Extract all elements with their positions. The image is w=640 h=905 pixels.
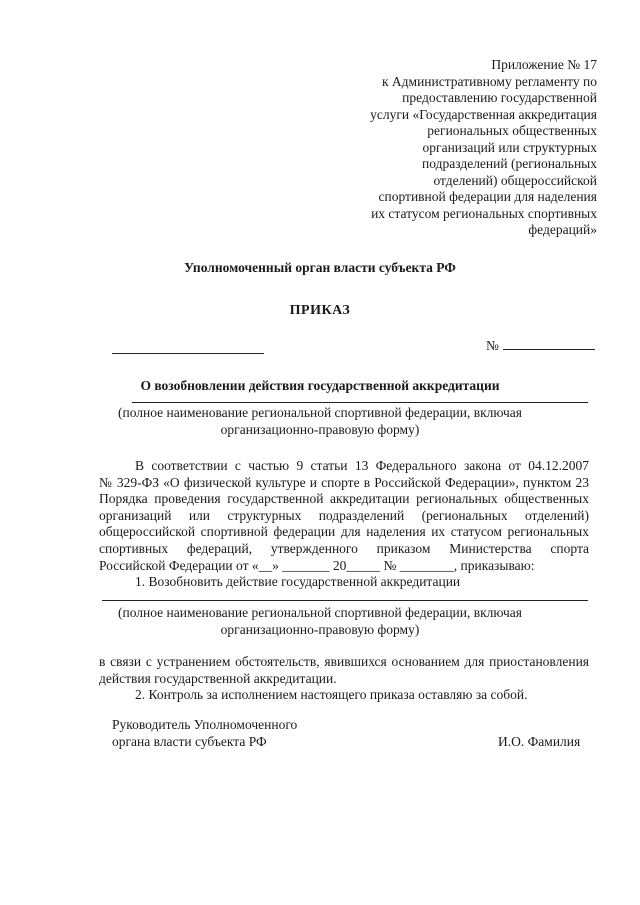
hint-line: организационно-правовую форму) [220,422,420,437]
appendix-line: их статусом региональных спортивных [371,205,597,221]
appendix-line: организаций или структурных [422,139,597,155]
signatory-name: И.О. Фамилия [498,734,581,749]
item-2: 2. Контроль за исполнением настоящего приказа оставляю за собой. [135,687,528,703]
authority-heading: Уполномоченный орган власти субъекта РФ [184,260,456,275]
paragraph-line: № 329-ФЗ «О физической культуре и спорте в Российской Федерации», пунктом 23 [99,474,589,490]
paragraph-line: Порядка проведения государственной аккредитации региональных общественных [99,491,589,507]
number-label: № [486,338,499,353]
federation-name-line-2 [102,600,588,601]
paragraph-line: общероссийской спортивной федерации для наделения их статусом региональных [99,524,589,540]
hint-line: организационно-правовую форму) [220,622,420,637]
appendix-line: спортивной федерации для наделения [378,189,597,204]
hint-line: (полное наименование региональной спортивной федерации, включая [118,605,522,620]
preamble-paragraph [99,458,589,591]
date-blank-line [112,353,264,354]
appendix-line: отделений) общероссийской [433,172,597,188]
appendix-line: предоставлению государственной [402,90,597,105]
resolution-paragraph [99,654,589,704]
paragraph-line: спортивных федераций, утвержденного приказом Министерства спорта [99,540,589,556]
paragraph-line: организаций или структурных подразделений (региональных отделений) [99,507,589,523]
order-number-field [486,337,595,354]
hint-line: (полное наименование региональной спортивной федерации, включая [118,405,522,420]
federation-name-hint [0,404,640,438]
appendix-line: услуги «Государственная аккредитация [370,106,597,122]
item-1: 1. Возобновить действие государственной аккредитации [135,574,461,590]
appendix-line: Приложение № 17 [491,57,597,72]
paragraph-line: В соответствии с частью 9 статьи 13 Федерального закона от 04.12.2007 [135,458,589,473]
paragraph-line: Российской Федерации от «__» _______ 20_____ № ________, приказываю: [99,557,535,573]
appendix-line: федераций» [528,222,597,237]
signatory-title [112,716,297,750]
signatory-line: органа власти субъекта РФ [112,734,267,749]
order-subject: О возобновлении действия государственной аккредитации [140,378,500,393]
paragraph-line: действия государственной аккредитации. [99,670,337,686]
appendix-line: к Административному регламенту по [381,73,597,89]
number-blank-line [503,337,595,350]
appendix-note [297,57,597,239]
paragraph-line: в связи с устранением обстоятельств, явившихся основанием для приостановления [99,654,589,669]
order-title: ПРИКАЗ [289,303,351,318]
federation-name-hint-2 [0,604,640,638]
signatory-line: Руководитель Уполномоченного [112,717,298,732]
federation-name-line [132,402,588,403]
appendix-line: подразделений (региональных [422,156,597,171]
appendix-line: региональных общественных [427,123,597,138]
